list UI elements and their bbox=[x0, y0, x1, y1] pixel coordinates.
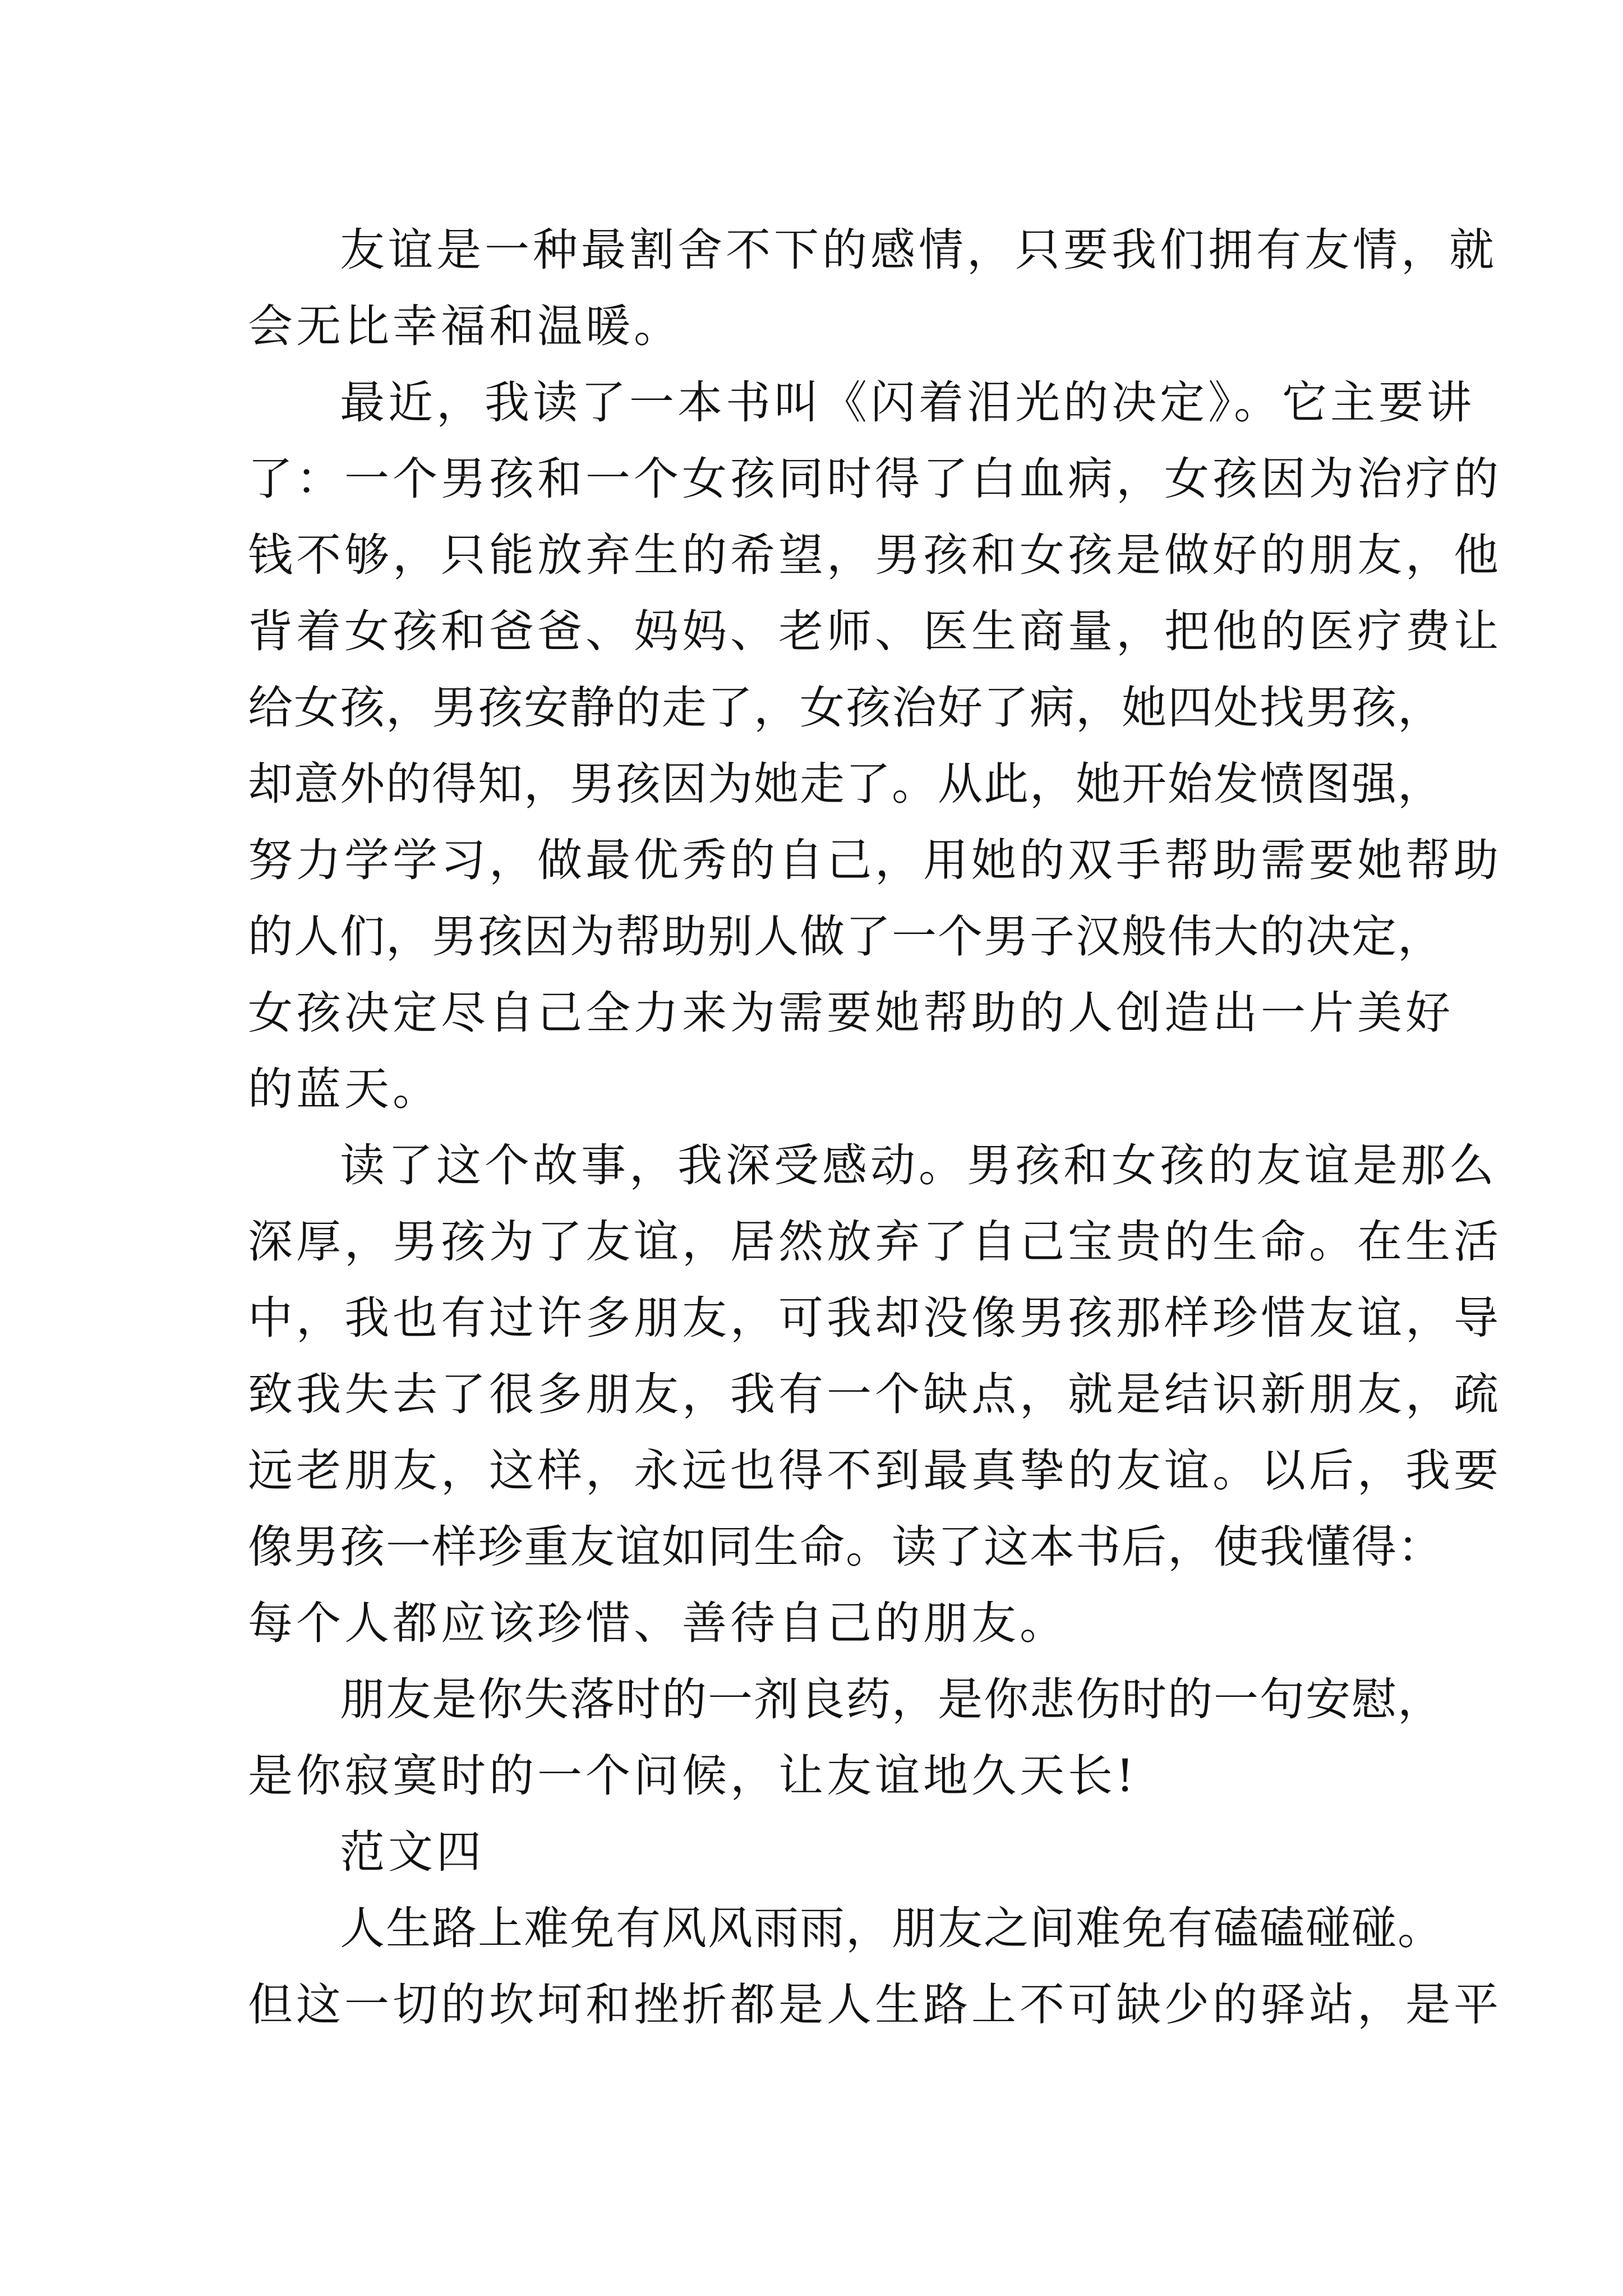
text-line: 背着女孩和爸爸、妈妈、老师、医生商量，把他的医疗费让 bbox=[248, 605, 1502, 657]
text-line: 钱不够，只能放弃生的希望，男孩和女孩是做好的朋友，他 bbox=[248, 529, 1502, 581]
text-line: 像男孩一样珍重友谊如同生命。读了这本书后，使我懂得： bbox=[248, 1521, 1444, 1573]
text-line: 的蓝天。 bbox=[248, 1063, 441, 1115]
document-body bbox=[248, 212, 1502, 2043]
text-line: 女孩决定尽自己全力来为需要她帮助的人创造出一片美好 bbox=[248, 987, 1454, 1039]
text-line: 朋友是你失落时的一剂良药，是你悲伤时的一句安慰， bbox=[340, 1673, 1444, 1726]
text-line: 最近，我读了一本书叫《闪着泪光的决定》。它主要讲 bbox=[340, 376, 1475, 429]
text-line: 读了这个故事，我深受感动。男孩和女孩的友谊是那么 bbox=[340, 1139, 1497, 1191]
text-line: 人生路上难免有风风雨雨，朋友之间难免有磕磕碰碰。 bbox=[340, 1902, 1444, 1954]
text-line: 给女孩，男孩安静的走了，女孩治好了病，她四处找男孩， bbox=[248, 682, 1444, 734]
text-line: 中，我也有过许多朋友，可我却没像男孩那样珍惜友谊，导 bbox=[248, 1292, 1502, 1344]
text-line: 每个人都应该珍惜、善待自己的朋友。 bbox=[248, 1597, 1068, 1649]
text-line: 却意外的得知，男孩因为她走了。从此，她开始发愤图强， bbox=[248, 758, 1444, 810]
text-line: 努力学学习，做最优秀的自己，用她的双手帮助需要她帮助 bbox=[248, 834, 1502, 886]
text-line: 友谊是一种最割舍不下的感情，只要我们拥有友情，就 bbox=[340, 224, 1497, 276]
text-line: 了：一个男孩和一个女孩同时得了白血病，女孩因为治疗的 bbox=[248, 453, 1502, 505]
text-line: 会无比幸福和温暖。 bbox=[248, 300, 682, 352]
text-line: 但这一切的坎坷和挫折都是人生路上不可缺少的驿站，是平 bbox=[248, 1978, 1502, 2031]
section-heading: 范文四 bbox=[340, 1826, 485, 1878]
text-line: 远老朋友，这样，永远也得不到最真挚的友谊。以后，我要 bbox=[248, 1444, 1502, 1497]
text-line: 致我失去了很多朋友，我有一个缺点，就是结识新朋友，疏 bbox=[248, 1368, 1502, 1420]
text-line: 是你寂寞时的一个问候，让友谊地久天长! bbox=[248, 1750, 1138, 1802]
text-line: 深厚，男孩为了友谊，居然放弃了自己宝贵的生命。在生活 bbox=[248, 1216, 1502, 1268]
text-line: 的人们，男孩因为帮助别人做了一个男子汉般伟大的决定， bbox=[248, 910, 1444, 963]
